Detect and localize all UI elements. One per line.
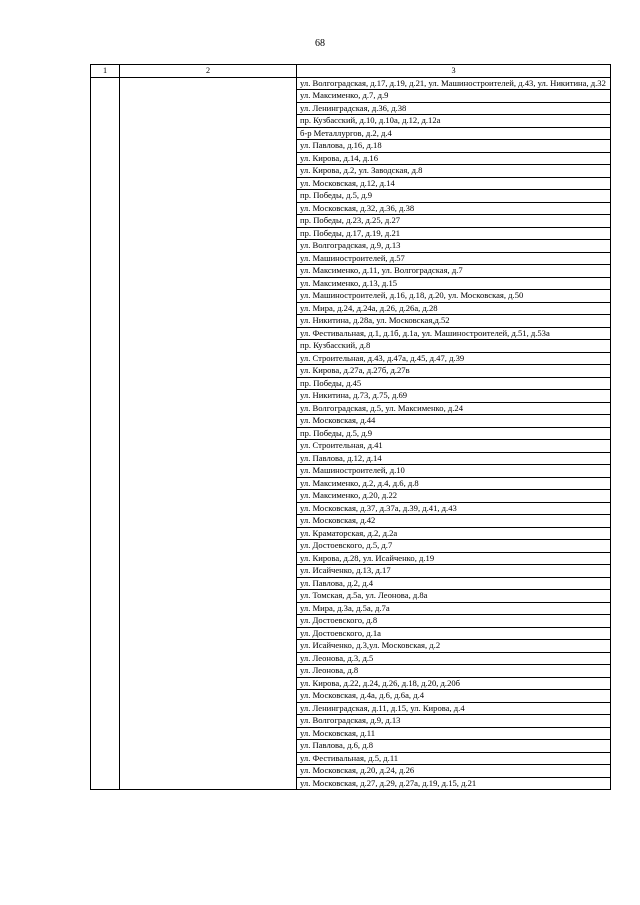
address-cell: ул. Московская, д.12, д.14 (297, 177, 611, 190)
address-cell: ул. Московская, д.42 (297, 515, 611, 528)
address-cell: ул. Никитина, д.73, д.75, д.69 (297, 390, 611, 403)
address-cell: ул. Ленинградская, д.36, д.38 (297, 102, 611, 115)
address-cell: ул. Кирова, д.28, ул. Исайченко, д.19 (297, 552, 611, 565)
address-cell: пр. Победы, д.17, д.19, д.21 (297, 227, 611, 240)
address-cell: пр. Победы, д.23, д.25, д.27 (297, 215, 611, 228)
address-cell: ул. Московская, д.20, д.24, д.26 (297, 765, 611, 778)
address-cell: ул. Краматорская, д.2, д.2а (297, 527, 611, 540)
address-cell: ул. Московская, д.37, д.37а, д.39, д.41, д.43 (297, 502, 611, 515)
address-cell: б-р Металлургов, д.2, д.4 (297, 127, 611, 140)
address-cell: пр. Победы, д.45 (297, 377, 611, 390)
address-cell: ул. Максименко, д.2, д.4, д.6, д.8 (297, 477, 611, 490)
column-header-2: 2 (120, 65, 297, 78)
address-cell: ул. Машиностроителей, д.10 (297, 465, 611, 478)
address-cell: ул. Никитина, д.28а, ул. Московская,д.52 (297, 315, 611, 328)
address-cell: ул. Исайченко, д.3,ул. Московская, д.2 (297, 640, 611, 653)
address-cell: пр. Кузбасский, д.10, д.10а, д.12, д.12а (297, 115, 611, 128)
address-cell: ул. Фестивальная, д.1, д.1б, д.1а, ул. Машиностроителей, д.51, д.53а (297, 327, 611, 340)
address-cell: ул. Достоевского, д.1а (297, 627, 611, 640)
address-cell: ул. Московская, д.32, д.36, д.38 (297, 202, 611, 215)
address-cell: ул. Московская, д.11 (297, 727, 611, 740)
address-cell: ул. Московская, д.27, д.29, д.27а, д.19, д.15, д.21 (297, 777, 611, 790)
address-cell: ул. Машиностроителей, д.57 (297, 252, 611, 265)
address-cell: ул. Волгоградская, д.9, д.13 (297, 240, 611, 253)
address-cell: ул. Фестивальная, д.5, д.11 (297, 752, 611, 765)
page-number: 68 (315, 38, 325, 49)
address-cell: ул. Волгоградская, д.9, д.13 (297, 715, 611, 728)
address-cell: ул. Волгоградская, д.5, ул. Максименко, д.24 (297, 402, 611, 415)
address-cell: ул. Максименко, д.20, д.22 (297, 490, 611, 503)
address-cell: ул. Достоевского, д.5, д.7 (297, 540, 611, 553)
table-header-row (91, 65, 611, 78)
address-cell: ул. Волгоградская, д.17, д.19, д.21, ул. Машиностроителей, д.43, ул. Никитина, д.32 (297, 77, 611, 90)
address-cell: ул. Московская, д.4а, д.6, д.6а, д.4 (297, 690, 611, 703)
address-cell: ул. Кирова, д.14, д.16 (297, 152, 611, 165)
address-cell: ул. Максименко, д.11, ул. Волгоградская, д.7 (297, 265, 611, 278)
table-row (91, 77, 611, 90)
address-cell: ул. Максименко, д.13, д.15 (297, 277, 611, 290)
address-cell: пр. Кузбасский, д.8 (297, 340, 611, 353)
address-cell: ул. Строительная, д.41 (297, 440, 611, 453)
column-header-1: 1 (91, 65, 120, 78)
address-cell: ул. Ленинградская, д.11, д.15, ул. Кирова, д.4 (297, 702, 611, 715)
address-cell: ул. Павлова, д.16, д.18 (297, 140, 611, 153)
address-cell: ул. Максименко, д.7, д.9 (297, 90, 611, 103)
address-cell: ул. Исайченко, д.13, д.17 (297, 565, 611, 578)
address-cell: ул. Томская, д.5а, ул. Леонова, д.8а (297, 590, 611, 603)
address-table (90, 64, 611, 790)
address-cell: ул. Кирова, д.27а, д.27б, д.27в (297, 365, 611, 378)
address-cell: ул. Павлова, д.6, д.8 (297, 740, 611, 753)
column-header-3: 3 (297, 65, 611, 78)
address-cell: ул. Мира, д.24, д.24а, д.26, д.26а, д.28 (297, 302, 611, 315)
address-cell: ул. Достоевского, д.8 (297, 615, 611, 628)
address-cell: ул. Кирова, д.2, ул. Заводская, д.8 (297, 165, 611, 178)
address-cell: ул. Павлова, д.2, д.4 (297, 577, 611, 590)
address-cell: ул. Леонова, д.8 (297, 665, 611, 678)
address-cell: ул. Кирова, д.22, д.24, д.26, д.18, д.20, д.20б (297, 677, 611, 690)
address-cell: ул. Строительная, д.43, д.47а, д.45, д.47, д.39 (297, 352, 611, 365)
address-cell: ул. Московская, д.44 (297, 415, 611, 428)
address-cell: ул. Мира, д.3а, д.5а, д.7а (297, 602, 611, 615)
address-cell: ул. Машиностроителей, д.16, д.18, д.20, ул. Московская, д.50 (297, 290, 611, 303)
address-cell: ул. Леонова, д.3, д.5 (297, 652, 611, 665)
address-cell: пр. Победы, д.5, д.9 (297, 190, 611, 203)
address-cell: ул. Павлова, д.12, д.14 (297, 452, 611, 465)
column-1-cell (91, 77, 120, 790)
column-2-cell (120, 77, 297, 790)
address-cell: пр. Победы, д.5, д.9 (297, 427, 611, 440)
